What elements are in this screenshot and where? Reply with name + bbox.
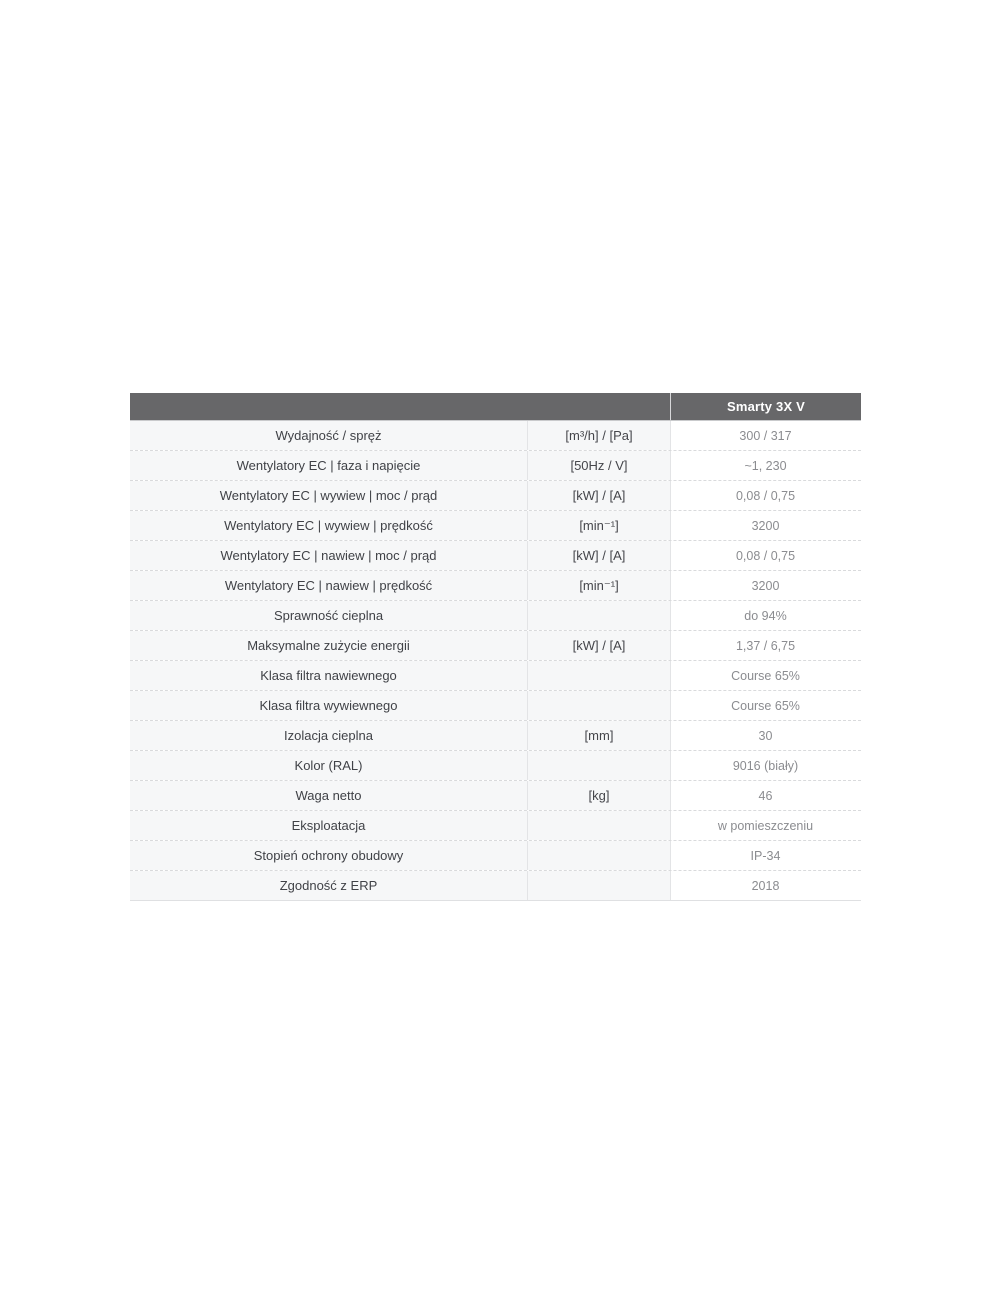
table-row [130, 421, 861, 451]
table-row [130, 451, 861, 481]
table-row [130, 871, 861, 901]
unit-cell [528, 871, 671, 900]
param-label: Wentylatory EC | wywiew | moc / prąd [130, 481, 528, 510]
param-label: Stopień ochrony obudowy [130, 841, 528, 870]
table-row [130, 721, 861, 751]
table-row [130, 781, 861, 811]
param-label: Zgodność z ERP [130, 871, 528, 900]
param-label: Wydajność / spręż [130, 421, 528, 450]
value-cell: do 94% [671, 601, 860, 630]
value-cell: 0,08 / 0,75 [671, 541, 860, 570]
table-row [130, 661, 861, 691]
unit-cell: [mm] [528, 721, 671, 750]
table-row [130, 601, 861, 631]
unit-cell: [kW] / [A] [528, 541, 671, 570]
value-cell: 3200 [671, 511, 860, 540]
header-spacer [130, 393, 671, 420]
value-cell: 46 [671, 781, 860, 810]
param-label: Klasa filtra wywiewnego [130, 691, 528, 720]
table-row [130, 751, 861, 781]
value-cell: 9016 (biały) [671, 751, 860, 780]
value-cell: 2018 [671, 871, 860, 900]
table-row [130, 481, 861, 511]
table-row [130, 631, 861, 661]
unit-cell: [min⁻¹] [528, 571, 671, 600]
unit-cell [528, 691, 671, 720]
unit-cell: [m³/h] / [Pa] [528, 421, 671, 450]
param-label: Izolacja cieplna [130, 721, 528, 750]
unit-cell [528, 841, 671, 870]
param-label: Wentylatory EC | nawiew | prędkość [130, 571, 528, 600]
param-label: Kolor (RAL) [130, 751, 528, 780]
column-header-model: Smarty 3X V [726, 399, 806, 414]
value-cell: 0,08 / 0,75 [671, 481, 860, 510]
table-header [130, 393, 861, 421]
product-spec-table [130, 393, 861, 901]
value-cell: Course 65% [671, 661, 860, 690]
param-label: Sprawność cieplna [130, 601, 528, 630]
value-cell: 3200 [671, 571, 860, 600]
param-label: Klasa filtra nawiewnego [130, 661, 528, 690]
value-cell: 1,37 / 6,75 [671, 631, 860, 660]
table-row [130, 841, 861, 871]
unit-cell [528, 811, 671, 840]
table-row [130, 811, 861, 841]
param-label: Waga netto [130, 781, 528, 810]
value-cell: 30 [671, 721, 860, 750]
param-label: Wentylatory EC | faza i napięcie [130, 451, 528, 480]
unit-cell: [kW] / [A] [528, 631, 671, 660]
value-cell: 300 / 317 [671, 421, 860, 450]
param-label: Eksploatacja [130, 811, 528, 840]
param-label: Wentylatory EC | nawiew | moc / prąd [130, 541, 528, 570]
value-cell: ~1, 230 [671, 451, 860, 480]
unit-cell: [50Hz / V] [528, 451, 671, 480]
table-row [130, 691, 861, 721]
unit-cell [528, 661, 671, 690]
table-row [130, 511, 861, 541]
value-cell: w pomieszczeniu [671, 811, 860, 840]
unit-cell: [min⁻¹] [528, 511, 671, 540]
unit-cell: [kW] / [A] [528, 481, 671, 510]
table-row [130, 571, 861, 601]
unit-cell: [kg] [528, 781, 671, 810]
param-label: Wentylatory EC | wywiew | prędkość [130, 511, 528, 540]
unit-cell [528, 601, 671, 630]
param-label: Maksymalne zużycie energii [130, 631, 528, 660]
unit-cell [528, 751, 671, 780]
value-cell: IP-34 [671, 841, 860, 870]
table-row [130, 541, 861, 571]
value-cell: Course 65% [671, 691, 860, 720]
